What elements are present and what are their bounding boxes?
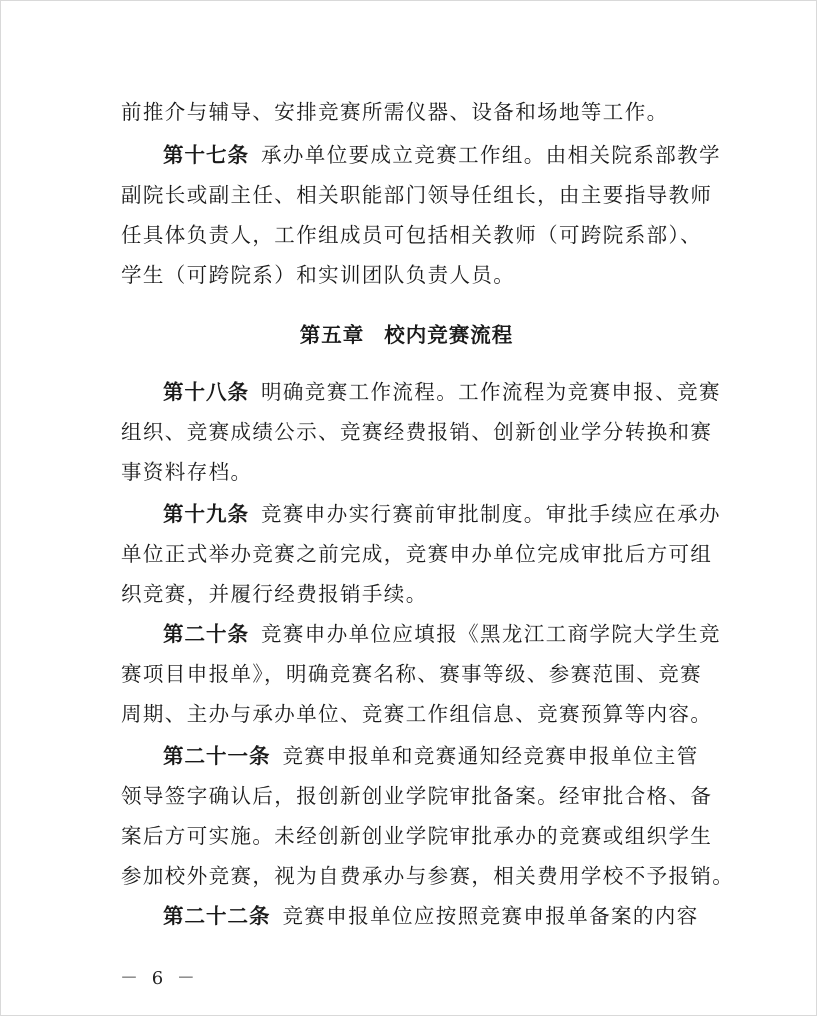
line-text: 学生（可跨院系）和实训团队负责人员。	[121, 263, 516, 287]
text-line	[121, 776, 713, 816]
line-text: 竞赛申报单和竞赛通知经竞赛申报单位主管	[282, 744, 699, 768]
text-line	[121, 412, 713, 452]
article-line	[163, 736, 701, 776]
line-text: 副院长或副主任、相关职能部门领导任组长，由主要指导教师	[121, 183, 713, 207]
line-text: 竞赛申办实行赛前审批制度。审批手续应在承办	[261, 502, 721, 526]
line-text: 竞赛申办单位应填报《黑龙江工商学院大学生竞	[261, 622, 721, 646]
line-text: 明确竞赛工作流程。工作流程为竞赛申报、竞赛	[261, 380, 721, 404]
text-line	[121, 255, 701, 295]
article-number: 第十七条	[163, 143, 249, 167]
line-text: 领导签字确认后，报创新创业学院审批备案。经审批合格、备	[121, 784, 713, 808]
article-line	[163, 614, 721, 654]
article-number: 第十八条	[163, 380, 249, 404]
line-text: 任具体负责人，工作组成员可包括相关教师（可跨院系部）、	[121, 223, 703, 247]
article-line	[163, 372, 721, 412]
line-text: 赛项目申报单》，明确竞赛名称、赛事等级、参赛范围、竞赛	[121, 662, 703, 686]
text-line	[121, 574, 701, 614]
chapter-title: 校内竞赛流程	[384, 323, 514, 347]
chapter-number: 第五章	[299, 323, 365, 347]
chapter-heading	[1, 315, 817, 355]
line-text: 织竞赛，并履行经费报销手续。	[121, 582, 428, 606]
article-number: 第二十二条	[163, 904, 271, 928]
line-text: 事资料存档。	[121, 460, 253, 484]
text-line	[121, 175, 713, 215]
article-line	[163, 135, 721, 175]
line-text: 前推介与辅导、安排竞赛所需仪器、设备和场地等工作。	[121, 100, 669, 124]
text-line	[121, 534, 713, 574]
text-line	[121, 654, 701, 694]
article-number: 第二十一条	[163, 744, 271, 768]
line-text: 竞赛申报单位应按照竞赛申报单备案的内容	[282, 904, 699, 928]
line-text: 组织、竞赛成绩公示、竞赛经费报销、创新创业学分转换和赛	[121, 420, 713, 444]
line-text: 案后方可实施。未经创新创业学院审批承办的竞赛或组织学生	[121, 824, 713, 848]
article-number: 第二十条	[163, 622, 249, 646]
article-number: 第十九条	[163, 502, 249, 526]
text-line	[121, 694, 713, 734]
line-text: 周期、主办与承办单位、竞赛工作组信息、竞赛预算等内容。	[121, 702, 713, 726]
text-line	[121, 452, 701, 492]
line-text: 承办单位要成立竞赛工作组。由相关院系部教学	[261, 143, 721, 167]
text-line	[121, 215, 701, 255]
page-number: － 6 －	[120, 968, 199, 989]
line-text: 参加校外竞赛，视为自费承办与参赛，相关费用学校不予报销。	[121, 864, 735, 888]
text-line	[121, 92, 701, 132]
text-line	[121, 816, 713, 856]
line-text: 单位正式举办竞赛之前完成，竞赛申办单位完成审批后方可组	[121, 542, 713, 566]
article-line	[163, 494, 721, 534]
article-line	[163, 896, 701, 936]
text-line	[121, 856, 735, 896]
